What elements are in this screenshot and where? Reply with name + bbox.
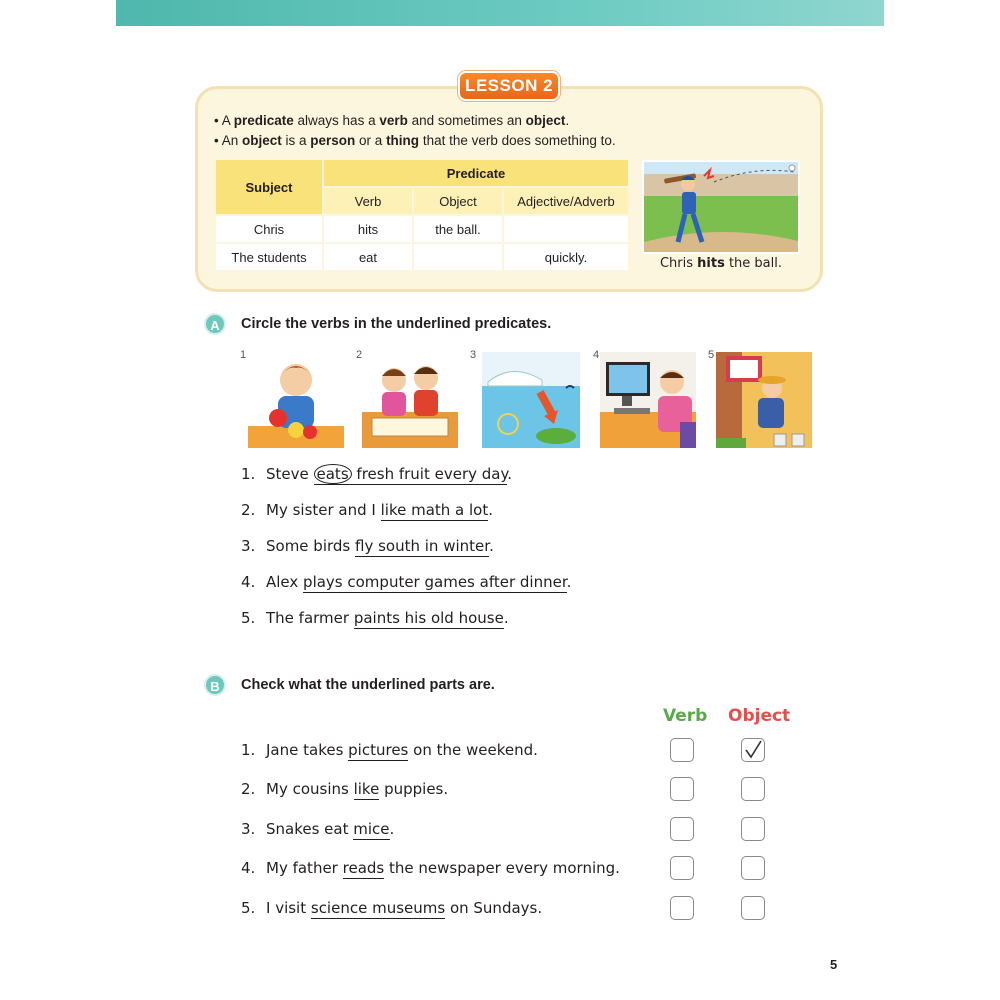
section-b-item: [241, 780, 448, 798]
rule-term: person: [310, 133, 356, 148]
item-text: Snakes eat: [266, 820, 354, 838]
item-end: .: [566, 573, 572, 591]
item-number: 1.: [241, 741, 256, 759]
predicate-header: Predicate: [323, 159, 629, 187]
studying-image: [362, 352, 458, 448]
item-number: 4.: [241, 859, 256, 877]
table-cell: the ball.: [413, 215, 503, 243]
table-cell: [503, 215, 629, 243]
table-row: [215, 243, 629, 271]
object-checkbox[interactable]: [741, 856, 765, 880]
rule-text: • A: [214, 113, 234, 128]
table-cell: The students: [215, 243, 323, 271]
picture-number: 3: [470, 349, 477, 361]
item-number: 4.: [241, 573, 256, 591]
picture-boy-playing-computer: [600, 352, 696, 448]
rule-term: predicate: [233, 113, 294, 128]
painting-image: [716, 352, 812, 448]
caption-text: the ball.: [724, 256, 783, 271]
rule-object: [214, 133, 616, 148]
section-a-item: [241, 609, 509, 627]
rule-term: thing: [386, 133, 420, 148]
section-b-item: [241, 899, 542, 917]
item-text: Some birds: [266, 537, 356, 555]
rule-text: and sometimes an: [407, 113, 526, 128]
rule-predicate: [214, 113, 569, 128]
item-number: 3.: [241, 820, 256, 838]
predicate-text: fresh fruit every day: [351, 465, 508, 483]
rule-text: always has a: [293, 113, 380, 128]
lesson-tag: LESSON 2: [458, 71, 560, 101]
picture-birds-flying-south: [482, 352, 580, 448]
workbook-page: [116, 0, 884, 1000]
computer-image: [600, 352, 696, 448]
caption-verb: hits: [697, 256, 725, 271]
item-end: .: [507, 465, 512, 483]
underlined-predicate[interactable]: plays computer games after dinner: [303, 573, 567, 591]
rule-text: is a: [281, 133, 311, 148]
rule-text: that the verb does something to.: [419, 133, 616, 148]
table-cell: eat: [323, 243, 413, 271]
item-end: the newspaper every morning.: [384, 859, 620, 877]
item-number: 2.: [241, 780, 256, 798]
object-checkbox[interactable]: [741, 777, 765, 801]
underlined-part: science museums: [310, 899, 446, 917]
picture-kids-studying: [362, 352, 458, 448]
rule-term: object: [242, 133, 282, 148]
verb-checkbox[interactable]: [670, 856, 694, 880]
page-number: 5: [830, 957, 838, 972]
picture-number: 2: [356, 349, 363, 361]
adj-adverb-header: Adjective/Adverb: [503, 187, 629, 215]
photo-caption: [642, 256, 800, 271]
item-number: 2.: [241, 501, 256, 519]
circled-verb[interactable]: eats: [314, 464, 352, 484]
object-column-header: Object: [728, 706, 791, 726]
section-b-item: [241, 859, 620, 877]
picture-number: 1: [240, 349, 247, 361]
underlined-part: like: [353, 780, 380, 798]
item-text: Jane takes: [266, 741, 349, 759]
item-text: My sister and I: [266, 501, 381, 519]
item-number: 5.: [241, 899, 256, 917]
item-number: 5.: [241, 609, 256, 627]
item-end: .: [489, 537, 494, 555]
verb-checkbox[interactable]: [670, 777, 694, 801]
table-cell: [413, 243, 503, 271]
picture-number: 4: [593, 349, 600, 361]
check-mark-icon: [742, 739, 764, 766]
table-cell: quickly.: [503, 243, 629, 271]
verb-checkbox[interactable]: [670, 738, 694, 762]
table-cell: hits: [323, 215, 413, 243]
section-b-item: [241, 820, 394, 838]
picture-number: 5: [708, 349, 715, 361]
underlined-part: pictures: [348, 741, 409, 759]
object-header: Object: [413, 187, 503, 215]
rule-text: .: [565, 113, 570, 128]
rule-term: verb: [379, 113, 408, 128]
item-text: I visit: [266, 899, 311, 917]
verb-column-header: Verb: [663, 706, 708, 726]
verb-checkbox[interactable]: [670, 896, 694, 920]
baseball-scene-image: [644, 162, 800, 254]
object-checkbox[interactable]: [741, 817, 765, 841]
item-end: on Sundays.: [445, 899, 543, 917]
section-a-item: [241, 465, 512, 483]
item-number: 1.: [241, 465, 256, 483]
item-end: .: [389, 820, 395, 838]
item-end: .: [503, 609, 509, 627]
underlined-part: reads: [342, 859, 385, 877]
picture-boy-eating-fruit: [248, 352, 344, 448]
object-checkbox[interactable]: [741, 738, 765, 762]
item-text: Steve: [266, 465, 314, 483]
section-a-badge: A: [204, 313, 226, 335]
subject-header: Subject: [215, 159, 323, 215]
verb-header: Verb: [323, 187, 413, 215]
item-text: The farmer: [266, 609, 354, 627]
item-text: My cousins: [266, 780, 354, 798]
section-b-item: [241, 741, 538, 759]
picture-farmer-painting-house: [716, 352, 812, 448]
section-b-title: Check what the underlined parts are.: [241, 677, 495, 693]
item-end: puppies.: [379, 780, 449, 798]
table-cell: Chris: [215, 215, 323, 243]
header-band: [116, 0, 884, 26]
rule-text: or a: [355, 133, 387, 148]
item-end: .: [488, 501, 494, 519]
section-a-item: [241, 537, 494, 555]
caption-text: Chris: [659, 256, 698, 271]
underlined-predicate[interactable]: fly south in winter: [355, 537, 490, 555]
rule-term: object: [525, 113, 566, 128]
section-a-item: [241, 573, 571, 591]
item-end: on the weekend.: [408, 741, 538, 759]
underlined-predicate[interactable]: like math a lot: [380, 501, 489, 519]
grammar-table: [214, 158, 630, 272]
underlined-part: mice: [353, 820, 390, 838]
underlined-predicate: [314, 465, 508, 485]
birds-map-image: [482, 352, 580, 448]
table-row: [215, 215, 629, 243]
baseball-illustration: [642, 160, 800, 254]
section-a-item: [241, 501, 493, 519]
item-number: 3.: [241, 537, 256, 555]
item-text: My father: [266, 859, 343, 877]
object-checkbox[interactable]: [741, 896, 765, 920]
section-b-badge: B: [204, 674, 226, 696]
rule-text: • An: [214, 133, 242, 148]
section-a-title: Circle the verbs in the underlined predicates.: [241, 316, 552, 332]
verb-checkbox[interactable]: [670, 817, 694, 841]
eating-image: [248, 352, 344, 448]
underlined-predicate[interactable]: paints his old house: [353, 609, 504, 627]
item-text: Alex: [266, 573, 304, 591]
